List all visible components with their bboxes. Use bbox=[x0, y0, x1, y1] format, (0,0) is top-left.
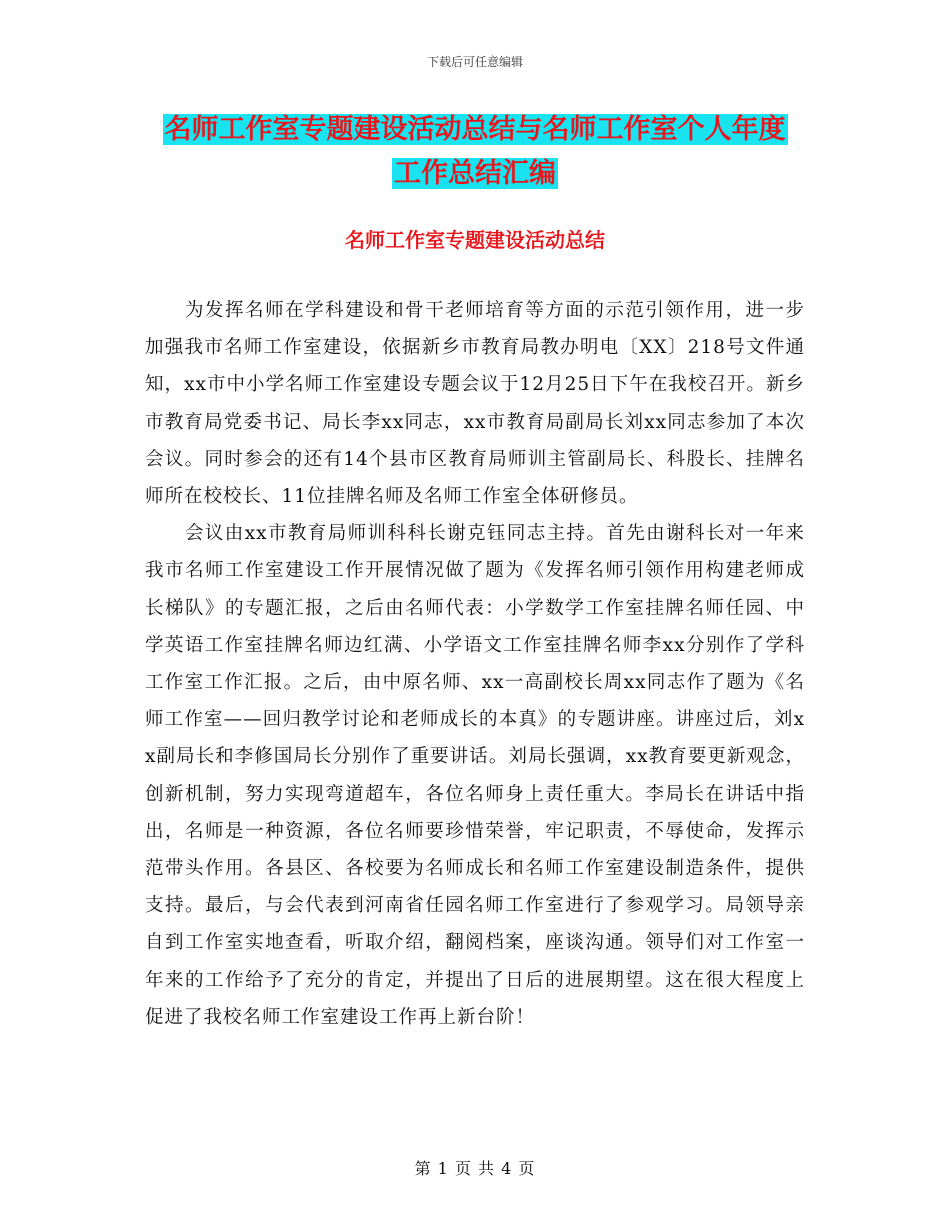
body-content bbox=[145, 292, 805, 1036]
page-header-note: 下载后可任意编辑 bbox=[426, 55, 523, 69]
page-footer: 第 1 页 共 4 页 bbox=[414, 1159, 536, 1178]
title-highlight-1: 名师工作室专题建设活动总结与名师工作室个人年度 bbox=[164, 114, 786, 145]
section-title: 名师工作室专题建设活动总结 bbox=[345, 228, 605, 252]
paragraph-1: 为发挥名师在学科建设和骨干老师培育等方面的示范引领作用，进一步加强我市名师工作室建设，依据新乡市教育局教办明电〔XX〕218号文件通知，xx市中小学名师工作室建设专题会议于12月25日下午在我校召开。新乡市教育局党委书记、局长李xx同志，xx市教育局副局长刘xx同志参加了本次会议。同时参会的还有14个县市区教育局师训主管副局长、科股长、挂牌名师所在校校长、11位挂牌名师及名师工作室全体研修员。 bbox=[145, 300, 805, 508]
title-highlight-2: 工作总结汇编 bbox=[394, 158, 556, 189]
paragraph-2: 会议由xx市教育局师训科科长谢克钰同志主持。首先由谢科长对一年来我市名师工作室建设工作开展情况做了题为《发挥名师引领作用构建老师成长梯队》的专题汇报，之后由名师代表：小学数学工作室挂牌名师任园、中学英语工作室挂牌名师边红满、小学语文工作室挂牌名师李xx分别作了学科工作室工作汇报。之后，由中原名师、xx一高副校长周xx同志作了题为《名师工作室——回归教学讨论和老师成长的本真》的专题讲座。讲座过后，刘xx副局长和李修国局长分别作了重要讲话。刘局长强调，xx教育要更新观念，创新机制，努力实现弯道超车，各位名师身上责任重大。李局长在讲话中指出，名师是一种资源，各位名师要珍惜荣誉，牢记职责，不辱使命，发挥示范带头作用。各县区、各校要为名师成长和名师工作室建设制造条件，提供支持。最后，与会代表到河南省任园名师工作室进行了参观学习。局领导亲自到工作室实地查看，听取介绍，翻阅档案，座谈沟通。领导们对工作室一年来的工作给予了充分的肯定，并提出了日后的进展期望。这在很大程度上促进了我校名师工作室建设工作再上新台阶！ bbox=[145, 523, 805, 1028]
document-title-line-2 bbox=[0, 154, 950, 194]
document-title-line-1 bbox=[0, 110, 950, 150]
